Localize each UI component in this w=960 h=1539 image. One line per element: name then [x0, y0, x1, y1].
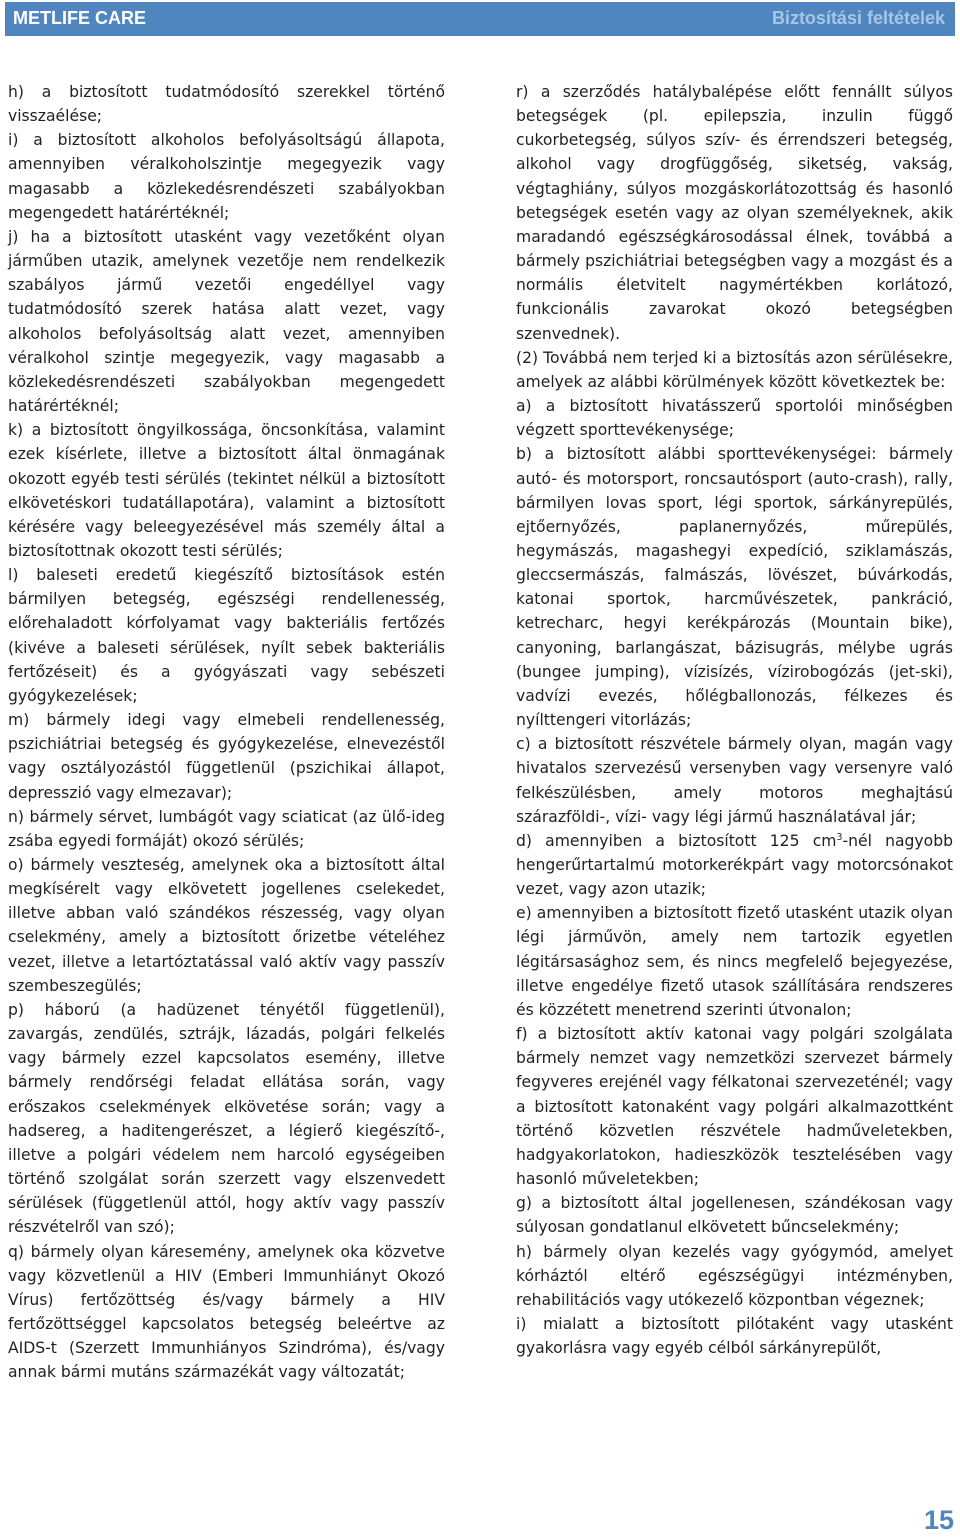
- clause-2d-before: d) amennyiben a biztosított 125 cm: [516, 831, 837, 850]
- page-header: [5, 2, 955, 36]
- header-title-right: Biztosítási feltételek: [771, 8, 945, 28]
- clause-2i: i) mialatt a biztosított pilótaként vagy utasként gyakorlásra vagy egyéb célból sárkányrepülőt,: [516, 1314, 953, 1358]
- clause-2b: b) a biztosított alábbi sporttevékenységei: bármely autó- és motorsport, roncsautósport (auto-crash), rally, bármilyen lovas sport, légi sportok, sárkányrepülés, ejtőernyőzés, paplanernyőzés, műrepülés, hegymászás, magashegyi expedíció, sziklamászás, gleccsermászás, falmászás, lövészet, búvárkodás, katonai sportok, harcművészetek, pankráció, ketrecharc, hegyi kerékpározás (Mountain bike), canyoning, barlangászat, bázisugrás, mélybe ugrás (bungee jumping), vízisízés, vízirobogózás (jet-ski), vadvízi evezés, hőlégballonozás, félkezes és nyílttengeri vitorlázás;: [516, 445, 953, 730]
- right-column: [516, 80, 953, 1360]
- clause-2c: c) a biztosított részvétele bármely olyan, magán vagy hivatalos szervezésű versenyben vagy versenyre való felkészülésben, amely motoros meghajtású szárazföldi-, vízi- vagy légi jármű használatával jár;: [516, 735, 953, 826]
- section-2-intro: (2) Továbbá nem terjed ki a biztosítás azon sérülésekre, amelyek az alábbi körülmények között következtek be:: [516, 348, 953, 391]
- clause-2f: f) a biztosított aktív katonai vagy polgári szolgálata bármely nemzet vagy nemzetközi szervezet bármely fegyveres erejénél vagy félkatonai szervezeténél; vagy a biztosított katonaként vagy polgári alkalmazottként történő közvetlen részvétele hadműveletekben, hadgyakorlatokon, hadieszközök tesztelésében vagy hasonló műveletekben;: [516, 1025, 953, 1189]
- clause-2d: [516, 829, 953, 901]
- clause-n: n) bármely sérvet, lumbágót vagy sciaticat (az ülő-ideg zsába egyedi formáját) okozó sérülés;: [8, 807, 445, 850]
- clause-q: q) bármely olyan káresemény, amelynek oka közvetve vagy közvetlenül a HIV (Emberi Immunhiányt Okozó Vírus) fertőzöttség és/vagy bármely a HIV fertőzöttséggel kapcsolatos betegség beleértve az AIDS-t (Szerzett Immunhiányos Szindróma), és/vagy annak bármi mutáns származékát vagy változatát;: [8, 1242, 445, 1382]
- clause-2a: a) a biztosított hivatásszerű sportolói minőségben végzett sporttevékenysége;: [516, 397, 953, 440]
- clause-2d-superscript: 3: [836, 831, 843, 843]
- clause-2d-after: -nél nagyobb hengerűrtartalmú motorkerékpárt vagy motorcsónakot vezet, vagy azon utazik;: [516, 831, 954, 899]
- clause-2h: h) bármely olyan kezelés vagy gyógymód, amelyet kórháztól eltérő egészségügyi intézményben, rehabilitációs vagy utókezelő központban végeznek;: [516, 1242, 953, 1309]
- clause-h: h) a biztosított tudatmódosító szerekkel történő visszaélése;: [8, 83, 445, 126]
- clause-l: l) baleseti eredetű kiegészítő biztosítások estén bármilyen betegség, egészségi rendellenesség, előrehaladott kórfolyamat vagy bakteriális fertőzés (kivéve a baleseti sérülések, nyílt sebek bakteriális fertőzéseit) és a gyógyászati vagy sebészeti gyógykezelések;: [8, 566, 445, 705]
- clause-k: k) a biztosított öngyilkossága, öncsonkítása, valamint ezek kísérlete, illetve a biztosított által önmagának okozott egyéb testi sérülés (tekintet nélkül a biztosított elkövetéskori tudatállapotára), valamint a biztosított kérésére vagy beleegyezésével más személy által a biztosítottnak okozott testi sérülés;: [8, 421, 445, 560]
- clause-2g: g) a biztosított által jogellenesen, szándékosan vagy súlyosan gondatlanul elkövetett bűncselekmény;: [516, 1194, 953, 1237]
- clause-2e: e) amennyiben a biztosított fizető utasként utazik olyan légi járművön, amely nem tartozik egyetlen légitársasághoz sem, és nincs megfelelő bejegyezése, illetve engedélye fizető utasok szállítására rendszeres és közzétett menetrend szerinti útvonalon;: [516, 904, 953, 1019]
- clause-m: m) bármely idegi vagy elmebeli rendellenesség, pszichiátriai betegség és gyógykezelése, elnevezéstől vagy osztályozástól függetlenül (pszichikai állapot, depresszió vagy elmezavar);: [8, 711, 445, 802]
- header-title-left: METLIFE CARE: [13, 8, 146, 28]
- clause-j: j) ha a biztosított utasként vagy vezetőként olyan járműben utazik, amelynek vezetője nem rendelkezik szabályos jármű vezetői engedéllyel vagy tudatmódosító szerek hatása alatt vezet, vagy alkoholos befolyásoltság alatt vezet, amennyiben véralkohol szintje megegyezik, vagy magasabb a közlekedésrendészeti szabályokban megengedett határértéknél;: [8, 227, 445, 416]
- clause-p: p) háború (a hadüzenet tényétől függetlenül), zavargás, zendülés, sztrájk, lázadás, polgári felkelés vagy bármely ezzel kapcsolatos esemény, illetve bármely rendőrségi feladat ellátása során, vagy erőszakos cselekmények elkövetése során; vagy a hadsereg, a haditengerészet, a légierő kiegészítő-, illetve a polgári védelem nem harcoló egységeiben történő szolgálat során szerzett vagy elszenvedett sérülések (függetlenül attól, hogy aktív vagy passzív részvételről van szó);: [8, 1000, 445, 1237]
- page-number: 15: [923, 1505, 954, 1535]
- left-column: [8, 80, 445, 1384]
- clause-r: r) a szerződés hatálybalépése előtt fennállt súlyos betegségek (pl. epilepszia, inzulin függő cukorbetegség, súlyos szív- és érrendszeri betegség, alkohol vagy drogfüggőség, siketség, vakság, végtaghiány, súlyos mozgáskorlátozottság és hasonló betegségek esetén vagy az olyan személyeknek, akik maradandó egészségkárosodással élnek, továbbá a bármely pszichiátriai betegségben vagy a mozgást és a normális életvitelt nagymértékben korlátozó, funkcionális zavarokat okozó betegségben szenvednek).: [516, 83, 953, 343]
- clause-i: i) a biztosított alkoholos befolyásoltságú állapota, amennyiben véralkoholszintje megegyezik vagy magasabb a közlekedésrendészeti szabályokban megengedett határértéknél;: [8, 131, 445, 222]
- clause-o: o) bármely veszteség, amelynek oka a biztosított által megkísérelt vagy elkövetett jogellenes cselekedet, illetve abban való szándékos részesség, vagy olyan cselekmény, amely a biztosított őrizetbe vételéhez vezet, illetve a letartóztatással való aktív vagy passzív szembeszegülés;: [8, 856, 445, 995]
